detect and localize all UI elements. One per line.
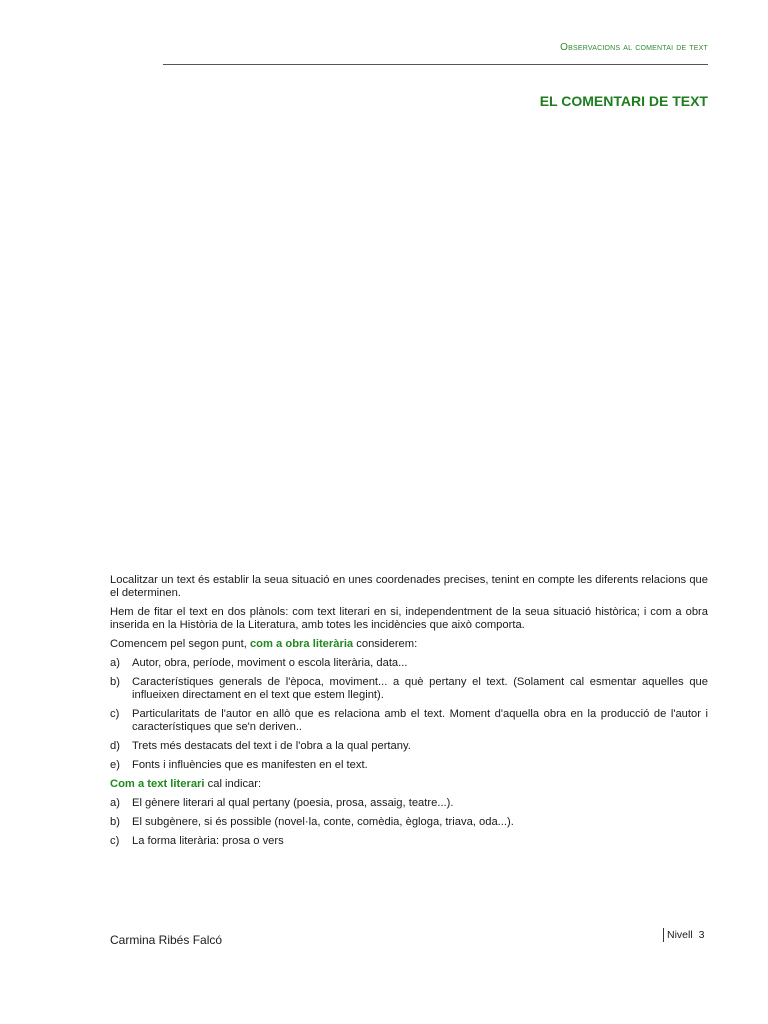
list-item (110, 708, 708, 734)
header-rule (163, 64, 708, 65)
list-item (110, 797, 708, 810)
list-label: d) (110, 740, 120, 752)
list-label: c) (110, 708, 120, 720)
page-title: EL COMENTARI DE TEXT (539, 93, 708, 109)
list-text: El gènere literari al qual pertany (poesia, prosa, assaig, teatre...). (132, 797, 454, 809)
list-text: Característiques generals de l'època, moviment... a què pertany el text. (Solament cal esmentar aquelles que influeixen directament en el text que estem llegint). (132, 676, 708, 701)
list-item (110, 835, 708, 848)
list-item (110, 676, 708, 702)
body-text (110, 574, 708, 854)
list-text: La forma literària: prosa o vers (132, 835, 284, 847)
text-before: Comencem pel segon punt, (110, 638, 250, 650)
list-text: El subgènere, si és possible (novel·la, conte, comèdia, ègloga, triava, oda...). (132, 816, 514, 828)
paragraph-text-literari (110, 778, 708, 791)
text-after: cal indicar: (204, 778, 262, 790)
list-label: c) (110, 835, 120, 847)
footer-level (663, 928, 705, 942)
footer-author: Carmina Ribés Falcó (110, 933, 223, 947)
list-item (110, 657, 708, 670)
list-item (110, 816, 708, 829)
list-label: e) (110, 759, 120, 771)
list-item (110, 740, 708, 753)
paragraph-intro: Localitzar un text és establir la seua situació en unes coordenades precises, tenint en compte les diferents relacions que el determinen. (110, 574, 708, 599)
list-label: b) (110, 676, 120, 688)
list-item (110, 759, 708, 772)
text-after: considerem: (353, 638, 418, 650)
list-text: Particularitats de l'autor en allò que es relaciona amb el text. Moment d'aquella obra en la producció de l'autor i característiques que se'n deriven.. (132, 708, 708, 733)
level-number: 3 (698, 929, 705, 941)
list-label: b) (110, 816, 120, 828)
highlight-text-literari: Com a text literari (110, 778, 205, 790)
highlight-obra-literaria: com a obra literària (249, 638, 354, 650)
list-label: a) (110, 797, 120, 809)
paragraph-two-planes: Hem de fitar el text en dos plànols: com text literari en si, independentment de la seua situació històrica; i com a obra inserida en la Història de la Literatura, amb totes les incidències que això comporta. (110, 606, 708, 631)
running-header: Observacions al comentai de text (560, 42, 708, 53)
list-label: a) (110, 657, 120, 669)
list-text: Fonts i influències que es manifesten en el text. (132, 759, 368, 771)
list-text: Autor, obra, període, moviment o escola literària, data... (132, 657, 408, 669)
paragraph-obra (110, 638, 708, 651)
list-text: Trets més destacats del text i de l'obra a la qual pertany. (132, 740, 411, 752)
level-label: Nivell (667, 929, 693, 941)
